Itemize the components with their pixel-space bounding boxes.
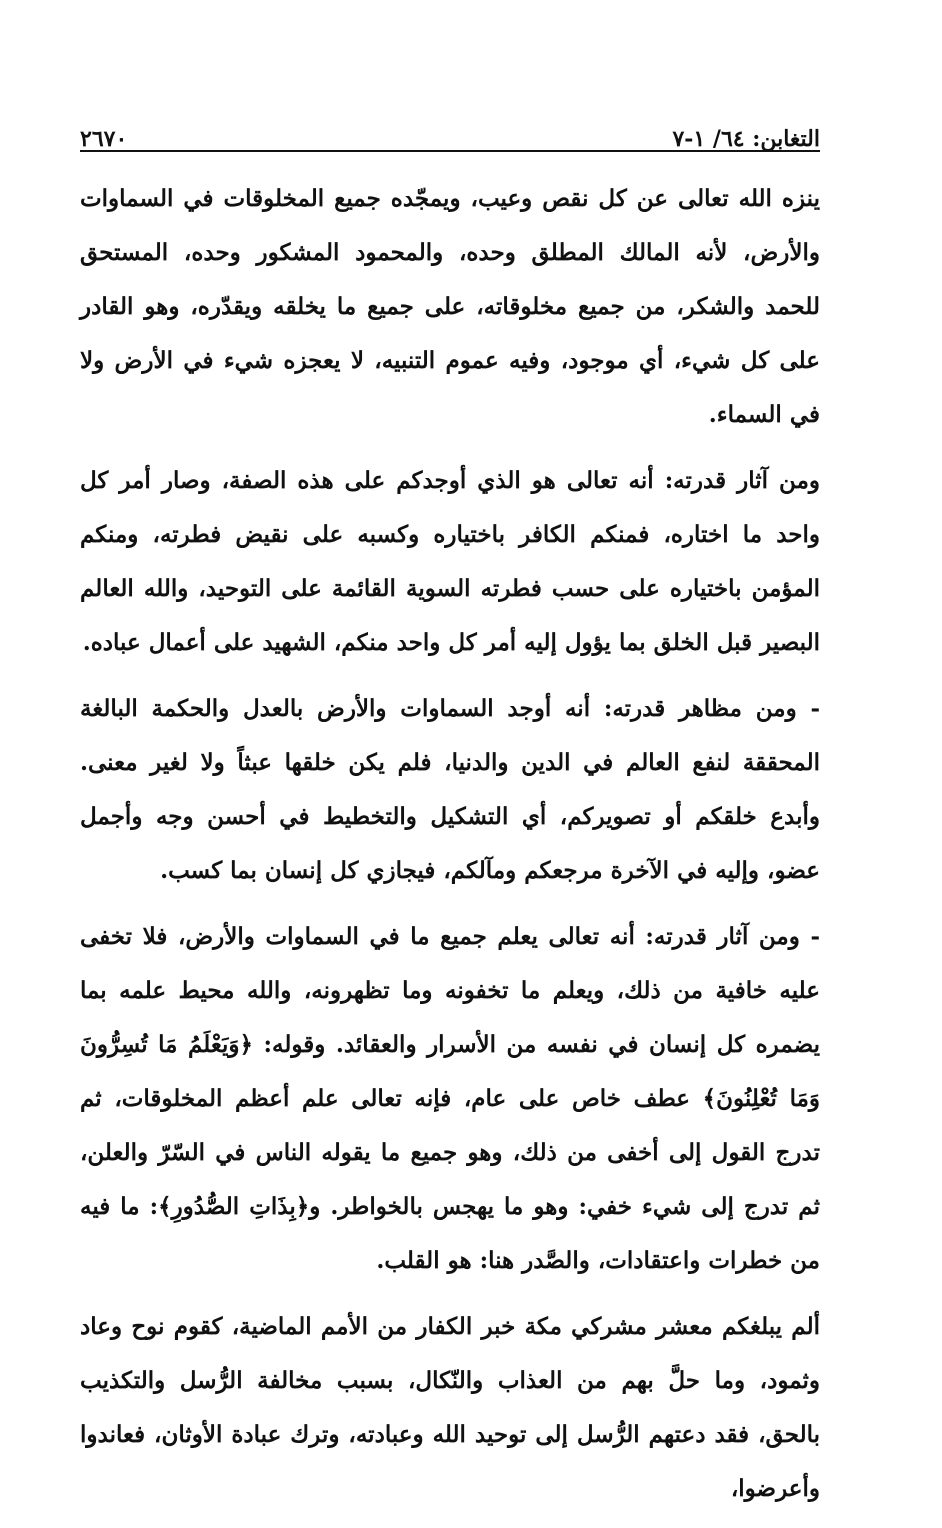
document-page	[80, 0, 820, 1502]
body-text	[80, 172, 820, 1528]
page-number: ٢٦٧٠	[80, 126, 128, 152]
header-rule	[80, 150, 820, 152]
running-header	[80, 112, 820, 152]
paragraph-2: ومن آثار قدرته: أنه تعالى هو الذي أوجدكم على هذه الصفة، وصار أمر كل واحد ما اختاره، فمنكم الكافر باختياره وكسبه على نقيض فطرته، ومنكم المؤمن باختياره على حسب فطرته السوية القائمة على التوحيد، والله العالم البصير قبل الخلق بما يؤول إليه أمر كل واحد منكم، الشهيد على أعمال عباده.	[80, 467, 820, 656]
paragraph-4: - ومن آثار قدرته: أنه تعالى يعلم جميع ما في السماوات والأرض، فلا تخفى عليه خافية من ذلك، ويعلم ما تخفونه وما تظهرونه، والله محيط علمه بما يضمره كل إنسان في نفسه من الأسرار والعقائد. وقوله: ﴿وَيَعْلَمُ مَا تُسِرُّونَ وَمَا تُعْلِنُونَ﴾ عطف خاص على عام، فإنه تعالى علم أعظم المخلوقات، ثم تدرج القول إلى أخفى من ذلك، وهو جميع ما يقوله الناس في السّرّ والعلن، ثم تدرج إلى شيء خفي: وهو ما يهجس بالخواطر. و﴿بِذَاتِ الصُّدُورِ﴾: ما فيه من خطرات واعتقادات، والصَّدر هنا: هو القلب.	[80, 923, 820, 1274]
paragraph-5: ألم يبلغكم معشر مشركي مكة خبر الكفار من الأمم الماضية، كقوم نوح وعاد وثمود، وما حلَّ بهم من العذاب والنّكال، بسبب مخالفة الرُّسل والتكذيب بالحق، فقد دعتهم الرُّسل إلى توحيد الله وعبادته، وترك عبادة الأوثان، فعاندوا وأعرضوا،	[80, 1313, 820, 1502]
paragraph-1: ينزه الله تعالى عن كل نقص وعيب، ويمجّده جميع المخلوقات في السماوات والأرض، لأنه المالك المطلق وحده، والمحمود المشكور وحده، المستحق للحمد والشكر، من جميع مخلوقاته، على جميع ما يخلقه ويقدّره، وهو القادر على كل شيء، أي موجود، وفيه عموم التنبيه، لا يعجزه شيء في الأرض ولا في السماء.	[80, 185, 820, 428]
paragraph-3: - ومن مظاهر قدرته: أنه أوجد السماوات والأرض بالعدل والحكمة البالغة المحققة لنفع العالم في الدين والدنيا، فلم يكن خلقها عبثاً ولا لغير معنى. وأبدع خلقكم أو تصويركم، أي التشكيل والتخطيط في أحسن وجه وأجمل عضو، وإليه في الآخرة مرجعكم ومآلكم، فيجازي كل إنسان بما كسب.	[80, 695, 820, 884]
chapter-reference: التغابن: ٦٤/ ١-٧	[672, 126, 820, 152]
